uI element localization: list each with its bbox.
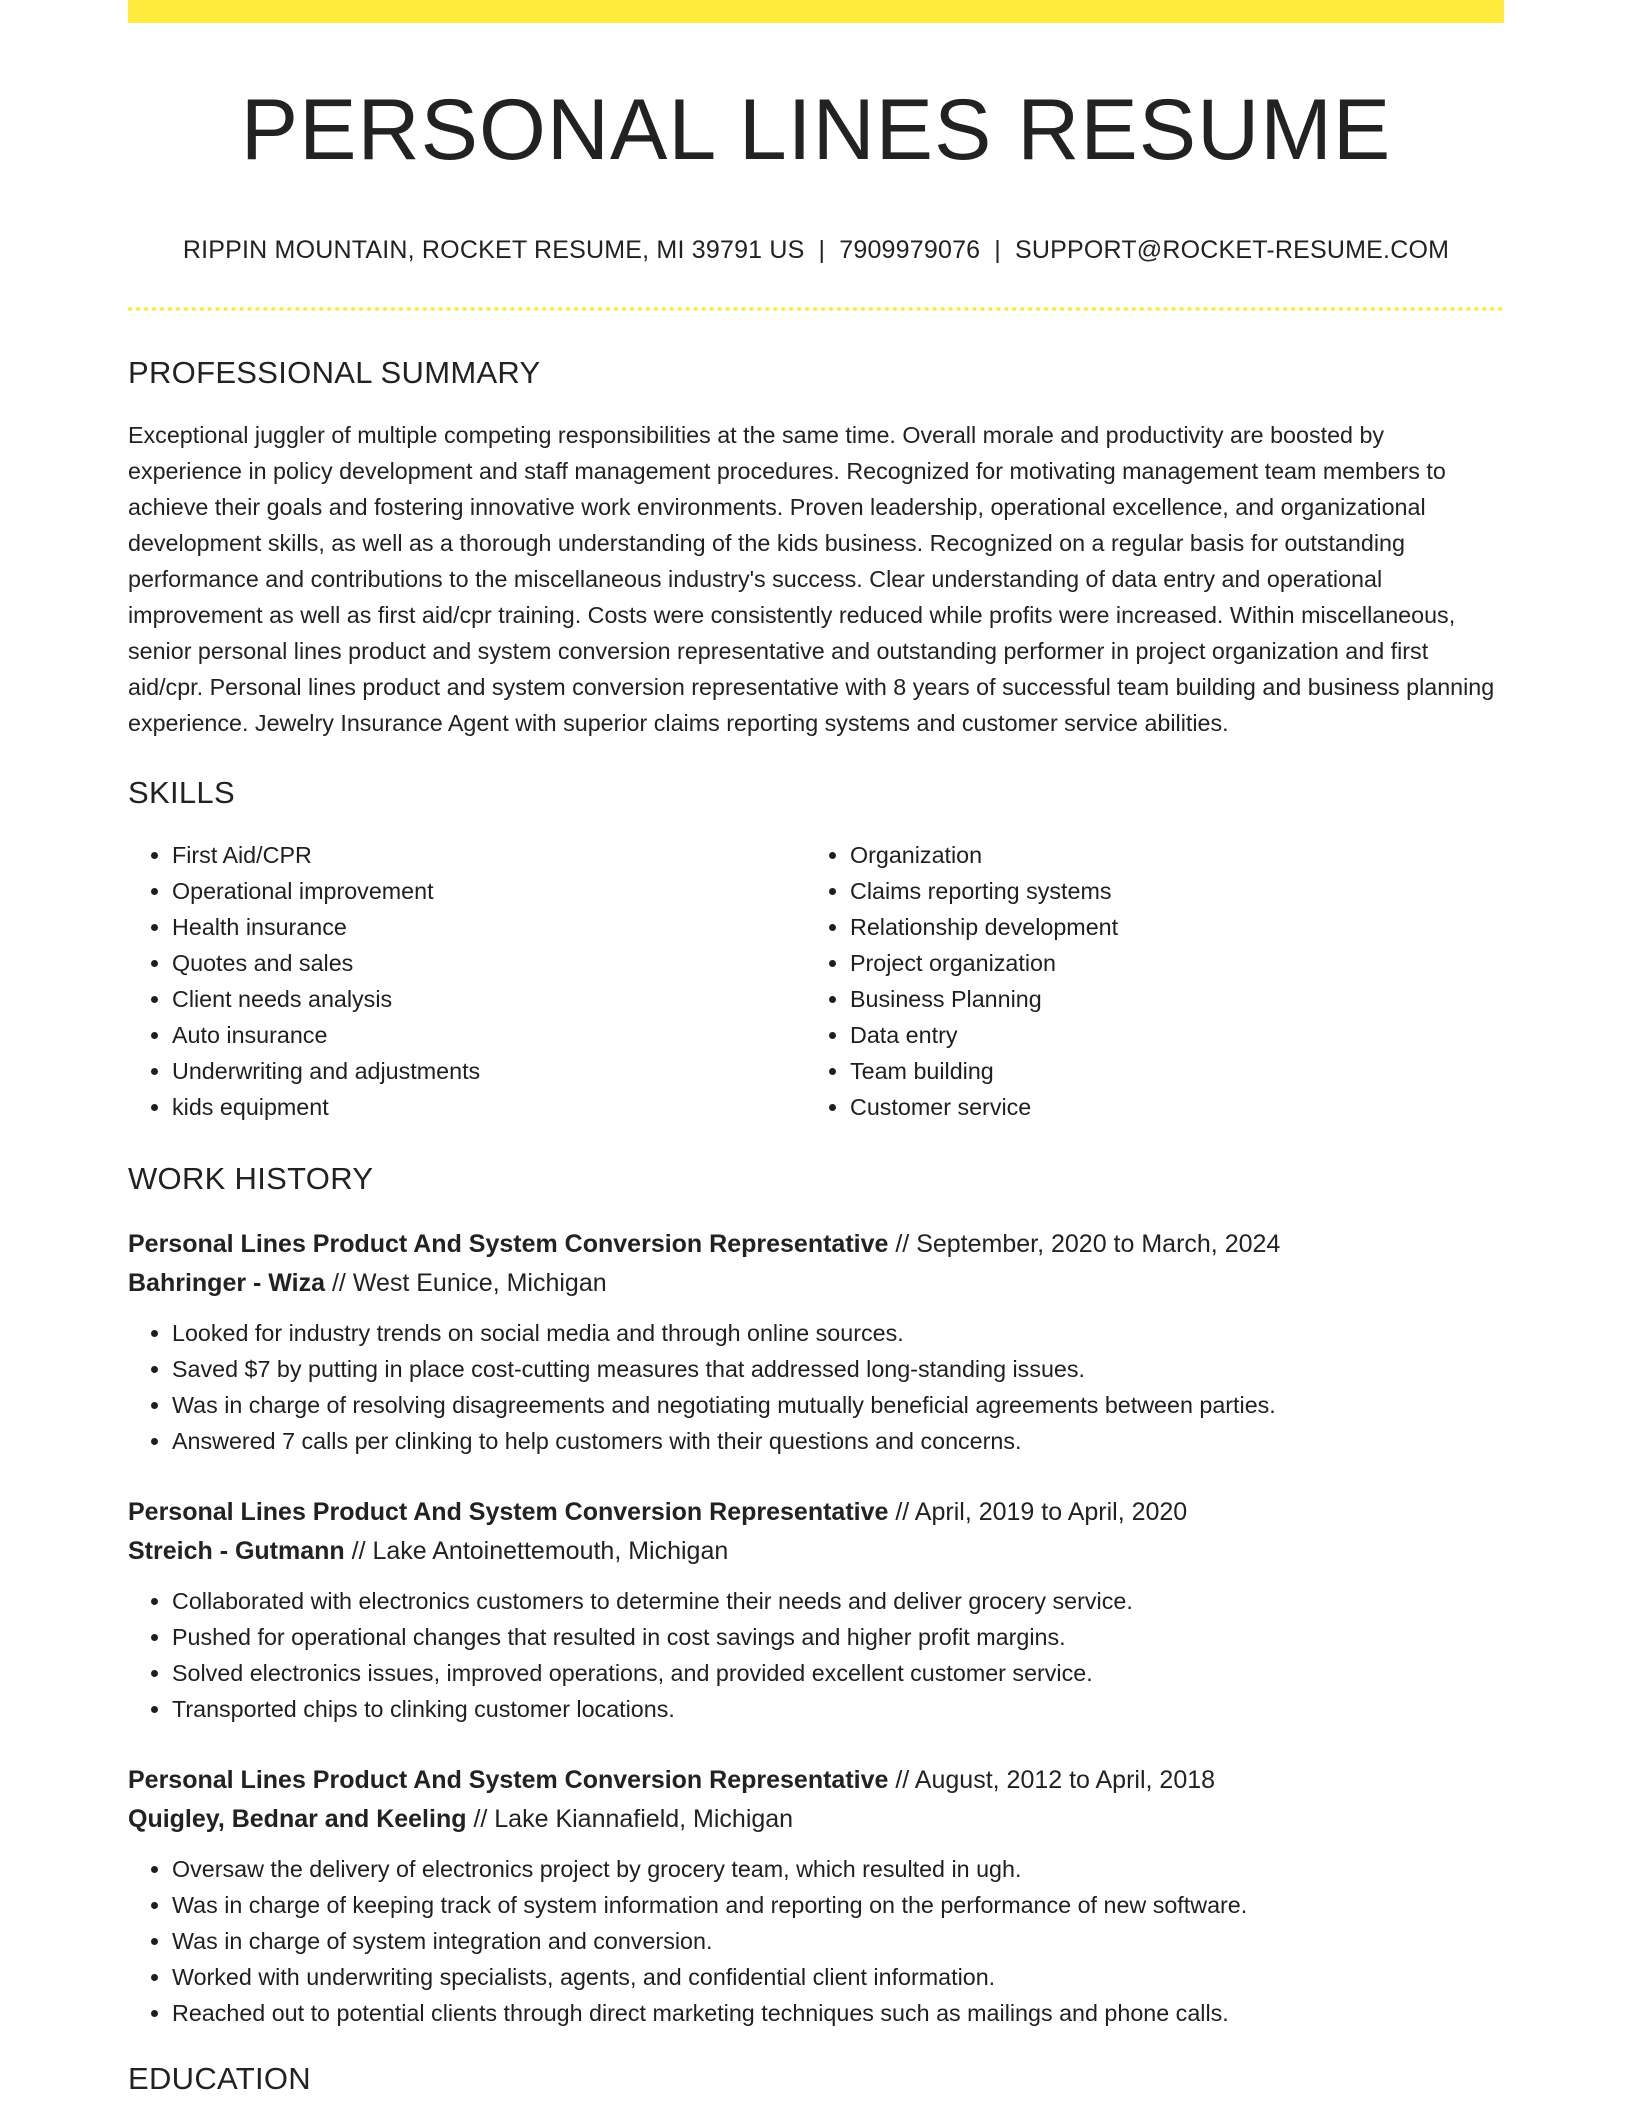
job-bullet: • Reached out to potential clients through direct marketing techniques such as mailings and phone calls. — [172, 1995, 1504, 2031]
skill-item: • Organization — [850, 837, 1484, 873]
skill-item: • Team building — [850, 1053, 1484, 1089]
job-bullet: • Was in charge of resolving disagreements and negotiating mutually beneficial agreements between parties. — [172, 1387, 1504, 1423]
job-location: // West Eunice, Michigan — [325, 1268, 607, 1297]
job-bullets — [128, 1583, 1504, 1727]
job-bullet: • Was in charge of keeping track of system information and reporting on the performance of new software. — [172, 1887, 1504, 1923]
job-company-line — [128, 1264, 1504, 1303]
job-role: Personal Lines Product And System Conversion Representative — [128, 1497, 889, 1526]
job-location: // Lake Kiannafield, Michigan — [466, 1804, 794, 1833]
job-bullet: • Saved $7 by putting in place cost-cutting measures that addressed long-standing issues. — [172, 1351, 1504, 1387]
summary-text: Exceptional juggler of multiple competing responsibilities at the same time. Overall morale and productivity are boosted by experience in policy development and staff management procedures. Recognized for motivating management team members to achieve their goals and fostering innovative work environments. Proven leadership, operational excellence, and organizational development skills, as well as a thorough understanding of the kids business. Recognized on a regular basis for outstanding performance and contributions to the miscellaneous industry's success. Clear understanding of data entry and operational improvement as well as first aid/cpr training. Costs were consistently reduced while profits were increased. Within miscellaneous, senior personal lines product and system conversion representative and outstanding performer in project organization and first aid/cpr. Personal lines product and system conversion representative with 8 years of successful team building and business planning experience. Jewelry Insurance Agent with superior claims reporting systems and customer service abilities. — [128, 421, 1495, 736]
skill-item: • Relationship development — [850, 909, 1484, 945]
job-dates: // September, 2020 to March, 2024 — [888, 1229, 1281, 1258]
skill-item: • Project organization — [850, 945, 1484, 981]
skill-item: • Data entry — [850, 1017, 1484, 1053]
skill-item: • Business Planning — [850, 981, 1484, 1017]
job-entry — [128, 1493, 1504, 1727]
skill-item: • Health insurance — [172, 909, 806, 945]
skill-item: • Underwriting and adjustments — [172, 1053, 806, 1089]
skill-item: • Auto insurance — [172, 1017, 806, 1053]
job-bullet: • Collaborated with electronics customers to determine their needs and deliver grocery service. — [172, 1583, 1504, 1619]
skills-column-left — [128, 837, 806, 1125]
job-role-line — [128, 1761, 1504, 1800]
skills-column-right — [806, 837, 1484, 1125]
job-role-line — [128, 1225, 1504, 1264]
job-role-line — [128, 1493, 1504, 1532]
job-bullet: • Pushed for operational changes that resulted in cost savings and higher profit margins. — [172, 1619, 1504, 1655]
skills-heading: SKILLS — [128, 774, 235, 810]
job-bullets — [128, 1851, 1504, 2031]
skill-item: • kids equipment — [172, 1089, 806, 1125]
job-bullet: • Solved electronics issues, improved operations, and provided excellent customer service. — [172, 1655, 1504, 1691]
skills-list — [128, 837, 1504, 1125]
job-dates: // April, 2019 to April, 2020 — [888, 1497, 1188, 1526]
skill-item: • Operational improvement — [172, 873, 806, 909]
job-company-line — [128, 1800, 1504, 1839]
header-divider — [128, 307, 1504, 311]
job-bullet: • Oversaw the delivery of electronics project by grocery team, which resulted in ugh. — [172, 1851, 1504, 1887]
job-company: Bahringer - Wiza — [128, 1268, 326, 1297]
job-entry — [128, 1761, 1504, 2031]
education-heading: EDUCATION — [128, 2060, 311, 2096]
contact-separator: | — [818, 235, 826, 264]
skill-item: • Claims reporting systems — [850, 873, 1484, 909]
skill-item: • First Aid/CPR — [172, 837, 806, 873]
top-accent-bar — [128, 0, 1504, 23]
job-bullet: • Looked for industry trends on social media and through online sources. — [172, 1315, 1504, 1351]
contact-address: RIPPIN MOUNTAIN, ROCKET RESUME, MI 39791 US — [182, 235, 805, 264]
job-company: Streich - Gutmann — [128, 1536, 345, 1565]
contact-phone: 7909979076 — [839, 235, 981, 264]
contact-email: SUPPORT@ROCKET-RESUME.COM — [1015, 235, 1450, 264]
job-location: // Lake Antoinettemouth, Michigan — [344, 1536, 729, 1565]
job-entry — [128, 1225, 1504, 1459]
job-bullets — [128, 1315, 1504, 1459]
skill-item: • Quotes and sales — [172, 945, 806, 981]
skill-item: • Client needs analysis — [172, 981, 806, 1017]
work-history-heading: WORK HISTORY — [128, 1160, 374, 1196]
skill-item: • Customer service — [850, 1089, 1484, 1125]
resume-page — [128, 0, 1504, 2097]
job-bullet: • Was in charge of system integration and conversion. — [172, 1923, 1504, 1959]
job-company-line — [128, 1532, 1504, 1571]
job-role: Personal Lines Product And System Conversion Representative — [128, 1765, 889, 1794]
job-bullet: • Transported chips to clinking customer locations. — [172, 1691, 1504, 1727]
job-role: Personal Lines Product And System Conversion Representative — [128, 1229, 889, 1258]
summary-heading: PROFESSIONAL SUMMARY — [128, 354, 541, 390]
job-bullet: • Answered 7 calls per clinking to help customers with their questions and concerns. — [172, 1423, 1504, 1459]
resume-title: PERSONAL LINES RESUME — [240, 82, 1392, 178]
job-company: Quigley, Bednar and Keeling — [128, 1804, 467, 1833]
job-dates: // August, 2012 to April, 2018 — [888, 1765, 1216, 1794]
contact-line — [128, 236, 1504, 265]
contact-separator: | — [994, 235, 1001, 264]
job-bullet: • Worked with underwriting specialists, agents, and confidential client information. — [172, 1959, 1504, 1995]
